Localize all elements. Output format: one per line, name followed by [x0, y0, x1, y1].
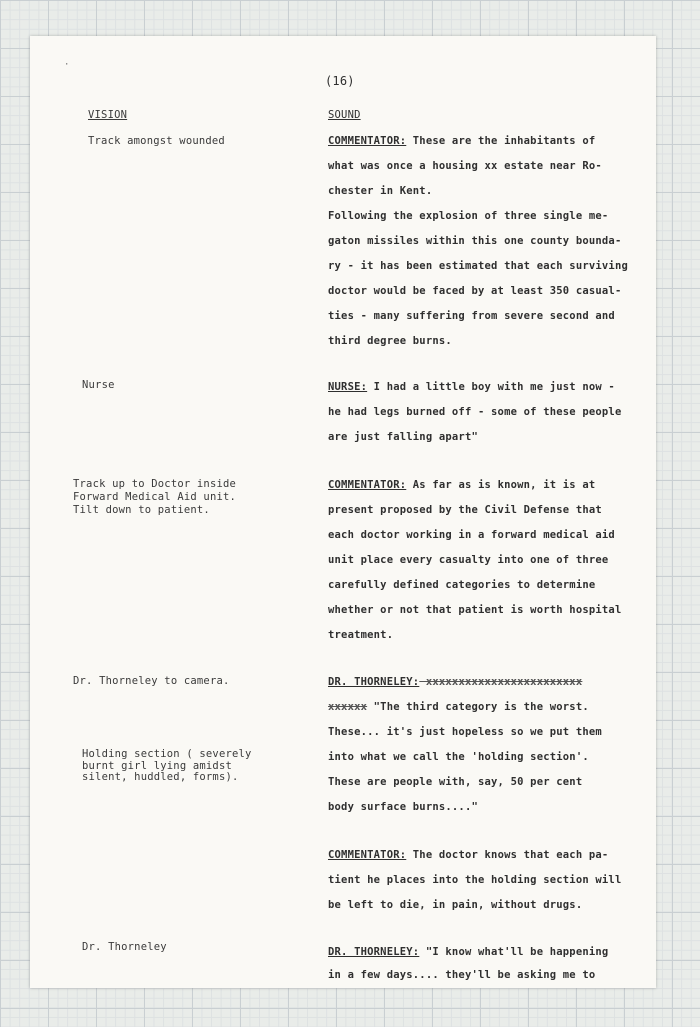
vision-cue: Track amongst wounded — [88, 135, 225, 147]
sound-line: COMMENTATOR: The doctor knows that each pa- — [328, 849, 609, 861]
sound-line: in a few days.... they'll be asking me to — [328, 969, 596, 981]
speaker-label: DR. THORNELEY: — [328, 946, 420, 958]
sound-line: third degree burns. — [328, 335, 452, 347]
sound-line: xxxxxx "The third category is the worst. — [328, 701, 589, 713]
sound-line: body surface burns...." — [328, 801, 478, 813]
sound-line: doctor would be faced by at least 350 casual- — [328, 285, 622, 297]
sound-line: COMMENTATOR: As far as is known, it is at — [328, 479, 596, 491]
sound-line: Following the explosion of three single me- — [328, 210, 609, 222]
vision-cue: Tilt down to patient. — [73, 504, 210, 516]
sound-line: are just falling apart" — [328, 431, 478, 443]
sound-line: These are people with, say, 50 per cent — [328, 776, 583, 788]
sound-line: COMMENTATOR: These are the inhabitants of — [328, 135, 596, 147]
vision-cue: Forward Medical Aid unit. — [73, 491, 237, 503]
sound-line: present proposed by the Civil Defense that — [328, 504, 602, 516]
sound-line: NURSE: I had a little boy with me just now - — [328, 381, 615, 393]
typescript-page — [30, 36, 656, 988]
speaker-label: NURSE: — [328, 381, 368, 393]
speaker-label: DR. THORNELEY: — [328, 676, 420, 688]
vision-cue: Holding section ( severely — [82, 748, 252, 760]
sound-line: carefully defined categories to determine — [328, 579, 596, 591]
speaker-label: COMMENTATOR: — [328, 135, 407, 147]
sound-line: into what we call the 'holding section'. — [328, 751, 589, 763]
sound-header: SOUND — [328, 109, 361, 121]
sound-line: ry - it has been estimated that each surviving — [328, 260, 628, 272]
sound-line: chester in Kent. — [328, 185, 433, 197]
struck-text: xxxxxxxxxxxxxxxxxxxxxxxx — [419, 676, 583, 688]
sound-line: gaton missiles within this one county bounda- — [328, 235, 622, 247]
sound-line: he had legs burned off - some of these people — [328, 406, 622, 418]
sound-line: DR. THORNELEY: "I know what'll be happening — [328, 946, 609, 958]
sound-line: each doctor working in a forward medical aid — [328, 529, 615, 541]
vision-cue: Track up to Doctor inside — [73, 478, 237, 490]
sound-line: These... it's just hopeless so we put them — [328, 726, 602, 738]
sound-line: whether or not that patient is worth hospital — [328, 604, 622, 616]
sound-line: treatment. — [328, 629, 394, 641]
vision-cue: Dr. Thorneley to camera. — [73, 675, 230, 687]
sound-line: what was once a housing xx estate near Ro- — [328, 160, 602, 172]
vision-cue: silent, huddled, forms). — [82, 771, 239, 783]
vision-cue: Nurse — [82, 379, 115, 391]
speaker-label: COMMENTATOR: — [328, 849, 407, 861]
sound-line: be left to die, in pain, without drugs. — [328, 899, 583, 911]
sound-line: tient he places into the holding section will — [328, 874, 622, 886]
vision-cue: Dr. Thorneley — [82, 941, 167, 953]
sound-line: ties - many suffering from severe second and — [328, 310, 615, 322]
page-number: (16) — [325, 74, 355, 88]
vision-cue: burnt girl lying amidst — [82, 760, 232, 772]
struck-text: xxxxxx — [328, 701, 368, 713]
sound-line — [328, 676, 582, 688]
margin-marks: · — [64, 60, 70, 70]
speaker-label: COMMENTATOR: — [328, 479, 407, 491]
sound-line: unit place every casualty into one of three — [328, 554, 609, 566]
vision-header: VISION — [88, 109, 128, 121]
